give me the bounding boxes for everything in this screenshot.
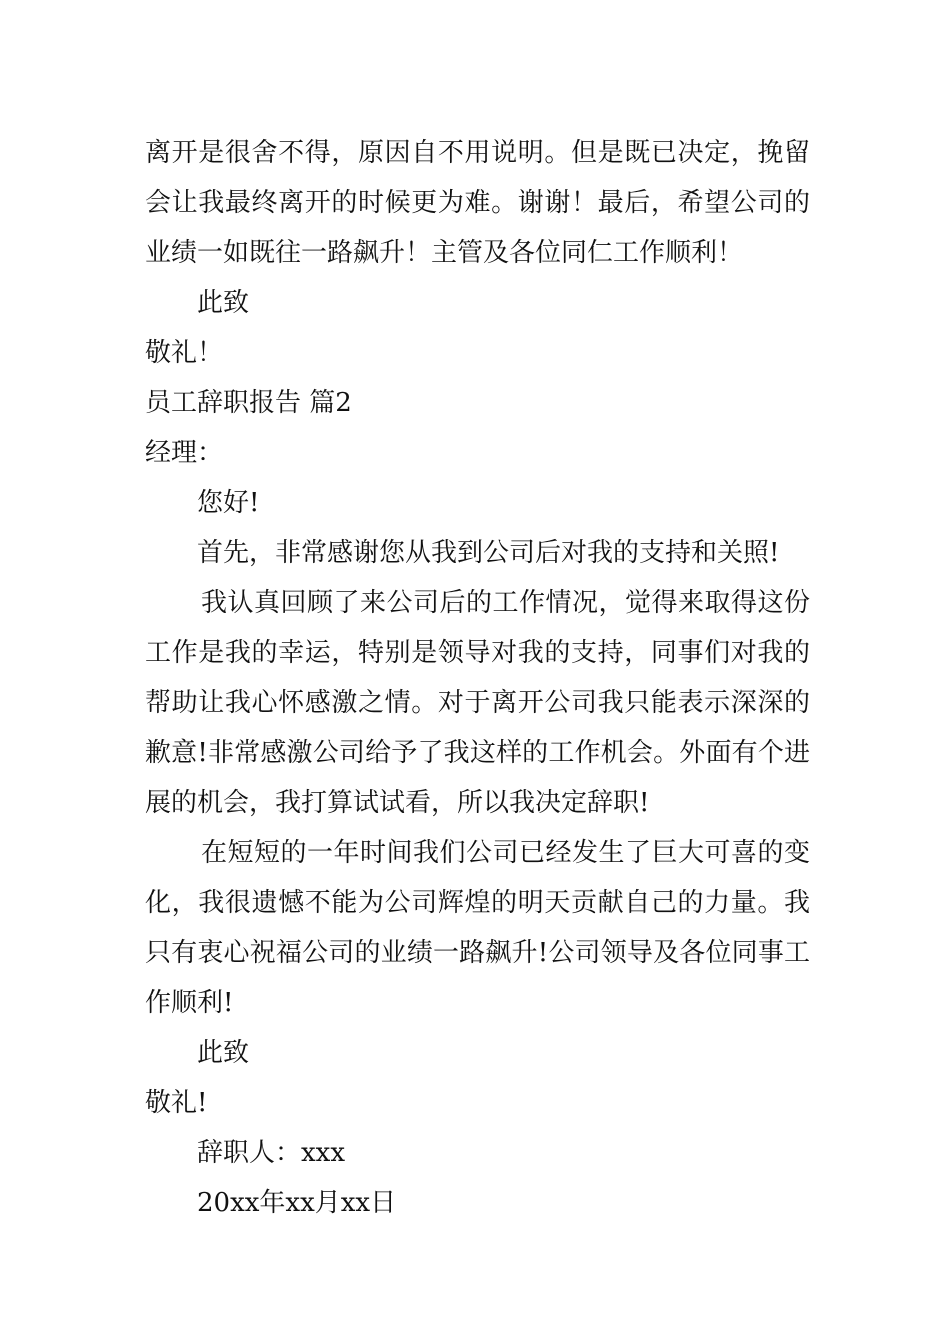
text-line: 我认真回顾了来公司后的工作情况，觉得来取得这份 [201, 588, 810, 618]
section-title: 员工辞职报告 篇2 [145, 388, 352, 418]
text-line: 首先，非常感谢您从我到公司后对我的支持和关照! [197, 538, 780, 568]
text-line: 会让我最终离开的时候更为难。谢谢！最后，希望公司的 [145, 188, 810, 218]
text-line: 化，我很遗憾不能为公司辉煌的明天贡献自己的力量。我 [145, 888, 810, 918]
closing-regards: 敬礼！ [145, 338, 224, 368]
closing-salutation: 此致 [197, 288, 250, 318]
date-line: 20xx年xx月xx日 [197, 1188, 397, 1218]
text-line: 展的机会，我打算试试看，所以我决定辞职! [145, 788, 650, 818]
text-line: 工作是我的幸运，特别是领导对我的支持，同事们对我的 [145, 638, 810, 668]
closing-salutation: 此致 [197, 1038, 250, 1068]
text-line: 业绩一如既往一路飙升！主管及各位同仁工作顺利！ [145, 238, 744, 268]
text-line: 帮助让我心怀感激之情。对于离开公司我只能表示深深的 [145, 688, 810, 718]
text-line: 歉意!非常感激公司给予了我这样的工作机会。外面有个进 [145, 738, 810, 768]
signature-line: 辞职人：xxx [197, 1138, 345, 1168]
closing-regards: 敬礼! [145, 1088, 208, 1118]
greeting: 您好! [197, 488, 260, 518]
text-line: 作顺利! [145, 988, 234, 1018]
recipient-greeting: 经理： [145, 438, 224, 468]
text-line: 只有衷心祝福公司的业绩一路飙升!公司领导及各位同事工 [145, 938, 810, 968]
text-line: 离开是很舍不得，原因自不用说明。但是既已决定，挽留 [145, 138, 810, 168]
text-line: 在短短的一年时间我们公司已经发生了巨大可喜的变 [201, 838, 810, 868]
letter-body [145, 128, 810, 1228]
